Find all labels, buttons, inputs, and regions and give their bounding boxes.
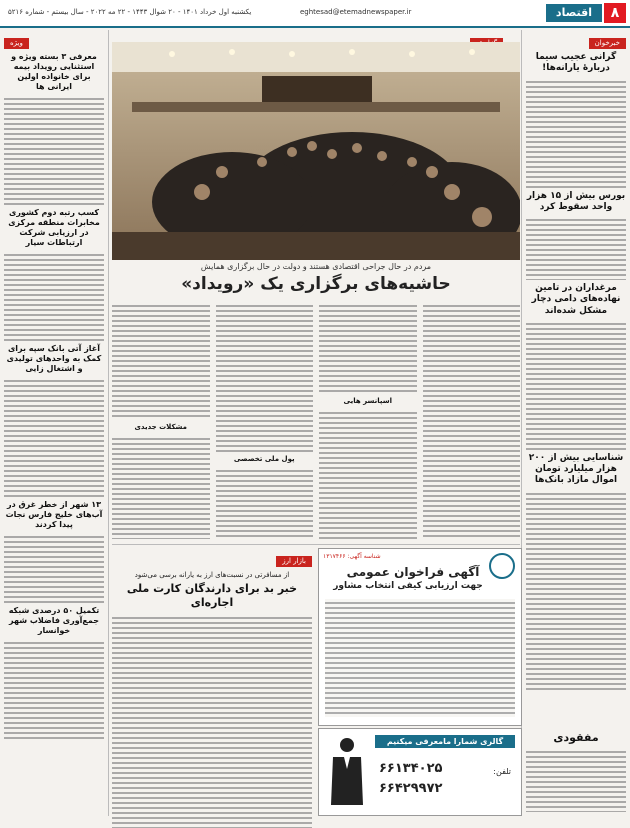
suit-icon [327,735,367,809]
conference-photo [112,42,520,260]
ad-id: شناسه آگهی: ۱۳۱۷۴۶۶ [323,553,381,560]
article-body [4,251,104,341]
right-column [526,30,626,816]
main-headline: حاشیه‌های برگزاری یک «رویداد» [181,274,451,294]
article-body [526,78,626,188]
article-body [526,320,626,450]
text-column [423,302,521,540]
subhead: اسپانسر هایی [343,397,392,405]
text-column [319,302,417,540]
ad-title: آگهی فراخوان عمومی [346,565,480,579]
main-body [112,302,520,540]
article-title: معرفی ۳ بسته ویژه و استثنایی رویداد بیمه برای خانواده اولین ایرانی ها [11,52,97,91]
column-tag: ویژه [4,38,29,49]
page-header [0,0,630,28]
article-body [4,95,104,205]
article-title: گرانی عجیب سیما دربارهٔ یارانه‌ها! [535,52,617,74]
section-divider [112,544,520,545]
issue-date: یکشنبه اول خرداد ۱۴۰۱ - ۲۰ شوال ۱۴۴۳ - ۲۲ مه ۲۰۲۲ - سال بیستم - شماره ۵۲۱۶ [8,8,252,16]
gallery-title: گالری شمارا مامعرفی میکنیم [375,735,515,748]
second-tag: بازار ارز [276,556,312,567]
email-address[interactable]: eghtesad@etemadnewspaper.ir [300,8,412,16]
lost-notice [526,728,626,814]
article-body [4,639,104,739]
second-headline: خبر بد برای دارندگان کارت ملی اجاره‌ای [126,582,298,609]
article-title: ۱۳ شهر از خطر غرق در آب‌های خلیج فارس نجات پیدا کردند [5,500,103,529]
article-body [4,377,104,497]
ad-subtitle: جهت ارزیابی کیفی انتخاب مشاور [333,581,483,591]
section-title: اقتصاد [546,4,602,22]
main-kicker: مردم در حال جراحی اقتصادی هستند و دولت در حال برگزاری همایش [200,262,432,271]
gallery-ad [318,728,522,816]
page-number: ٨ [604,3,626,23]
subhead: پول ملی تخصصی [233,455,295,463]
second-body [112,614,312,828]
article-title: تکمیل ۵۰ درصدی شبکه جمع‌آوری فاضلاب شهر خوانسار [8,606,100,635]
article-title: کسب رتبه دوم کشوری مخابرات منطقه مرکزی در ارزیابی شرکت ارتباطات سیار [8,208,100,247]
left-column [4,30,104,816]
column-divider [108,30,109,816]
text-column [216,302,314,540]
article-body [526,490,626,690]
text-column [112,302,210,540]
article-body [4,533,104,603]
article-body [526,216,626,280]
article-title: شناسایی بیش از ۲۰۰ هزار میلیارد تومان اموال مازاد بانک‌ها [528,452,624,486]
second-story [112,548,312,828]
article-title: مرغداران در تامین نهاده‌های دامی دچار مشکل شده‌اند [531,283,621,316]
municipality-logo [489,553,515,579]
phone-number[interactable]: ۶۶۴۲۹۹۷۲ [379,781,443,796]
phone-number[interactable]: ۶۶۱۳۴۰۲۵ [379,761,443,776]
article-title: بورس بیش از ۱۵ هزار واحد سقوط کرد [526,190,626,212]
public-call-ad [318,548,522,726]
ad-body [325,599,515,717]
column-tag: خبرخوان [589,38,626,49]
second-kicker: از مسافرتی در نسبت‌های ارز به یارانه برسی می‌شود [134,571,290,579]
lost-title: مفقودی [553,731,599,744]
subhead: مشکلات جدیدی [134,423,187,431]
lost-body [526,748,626,812]
article-title: آغاز آتی بانک سپه برای کمک به واحدهای تولیدی و اشتغال زایی [6,344,102,373]
phone-label: تلفن: [493,767,511,776]
main-headline-block [112,262,520,294]
